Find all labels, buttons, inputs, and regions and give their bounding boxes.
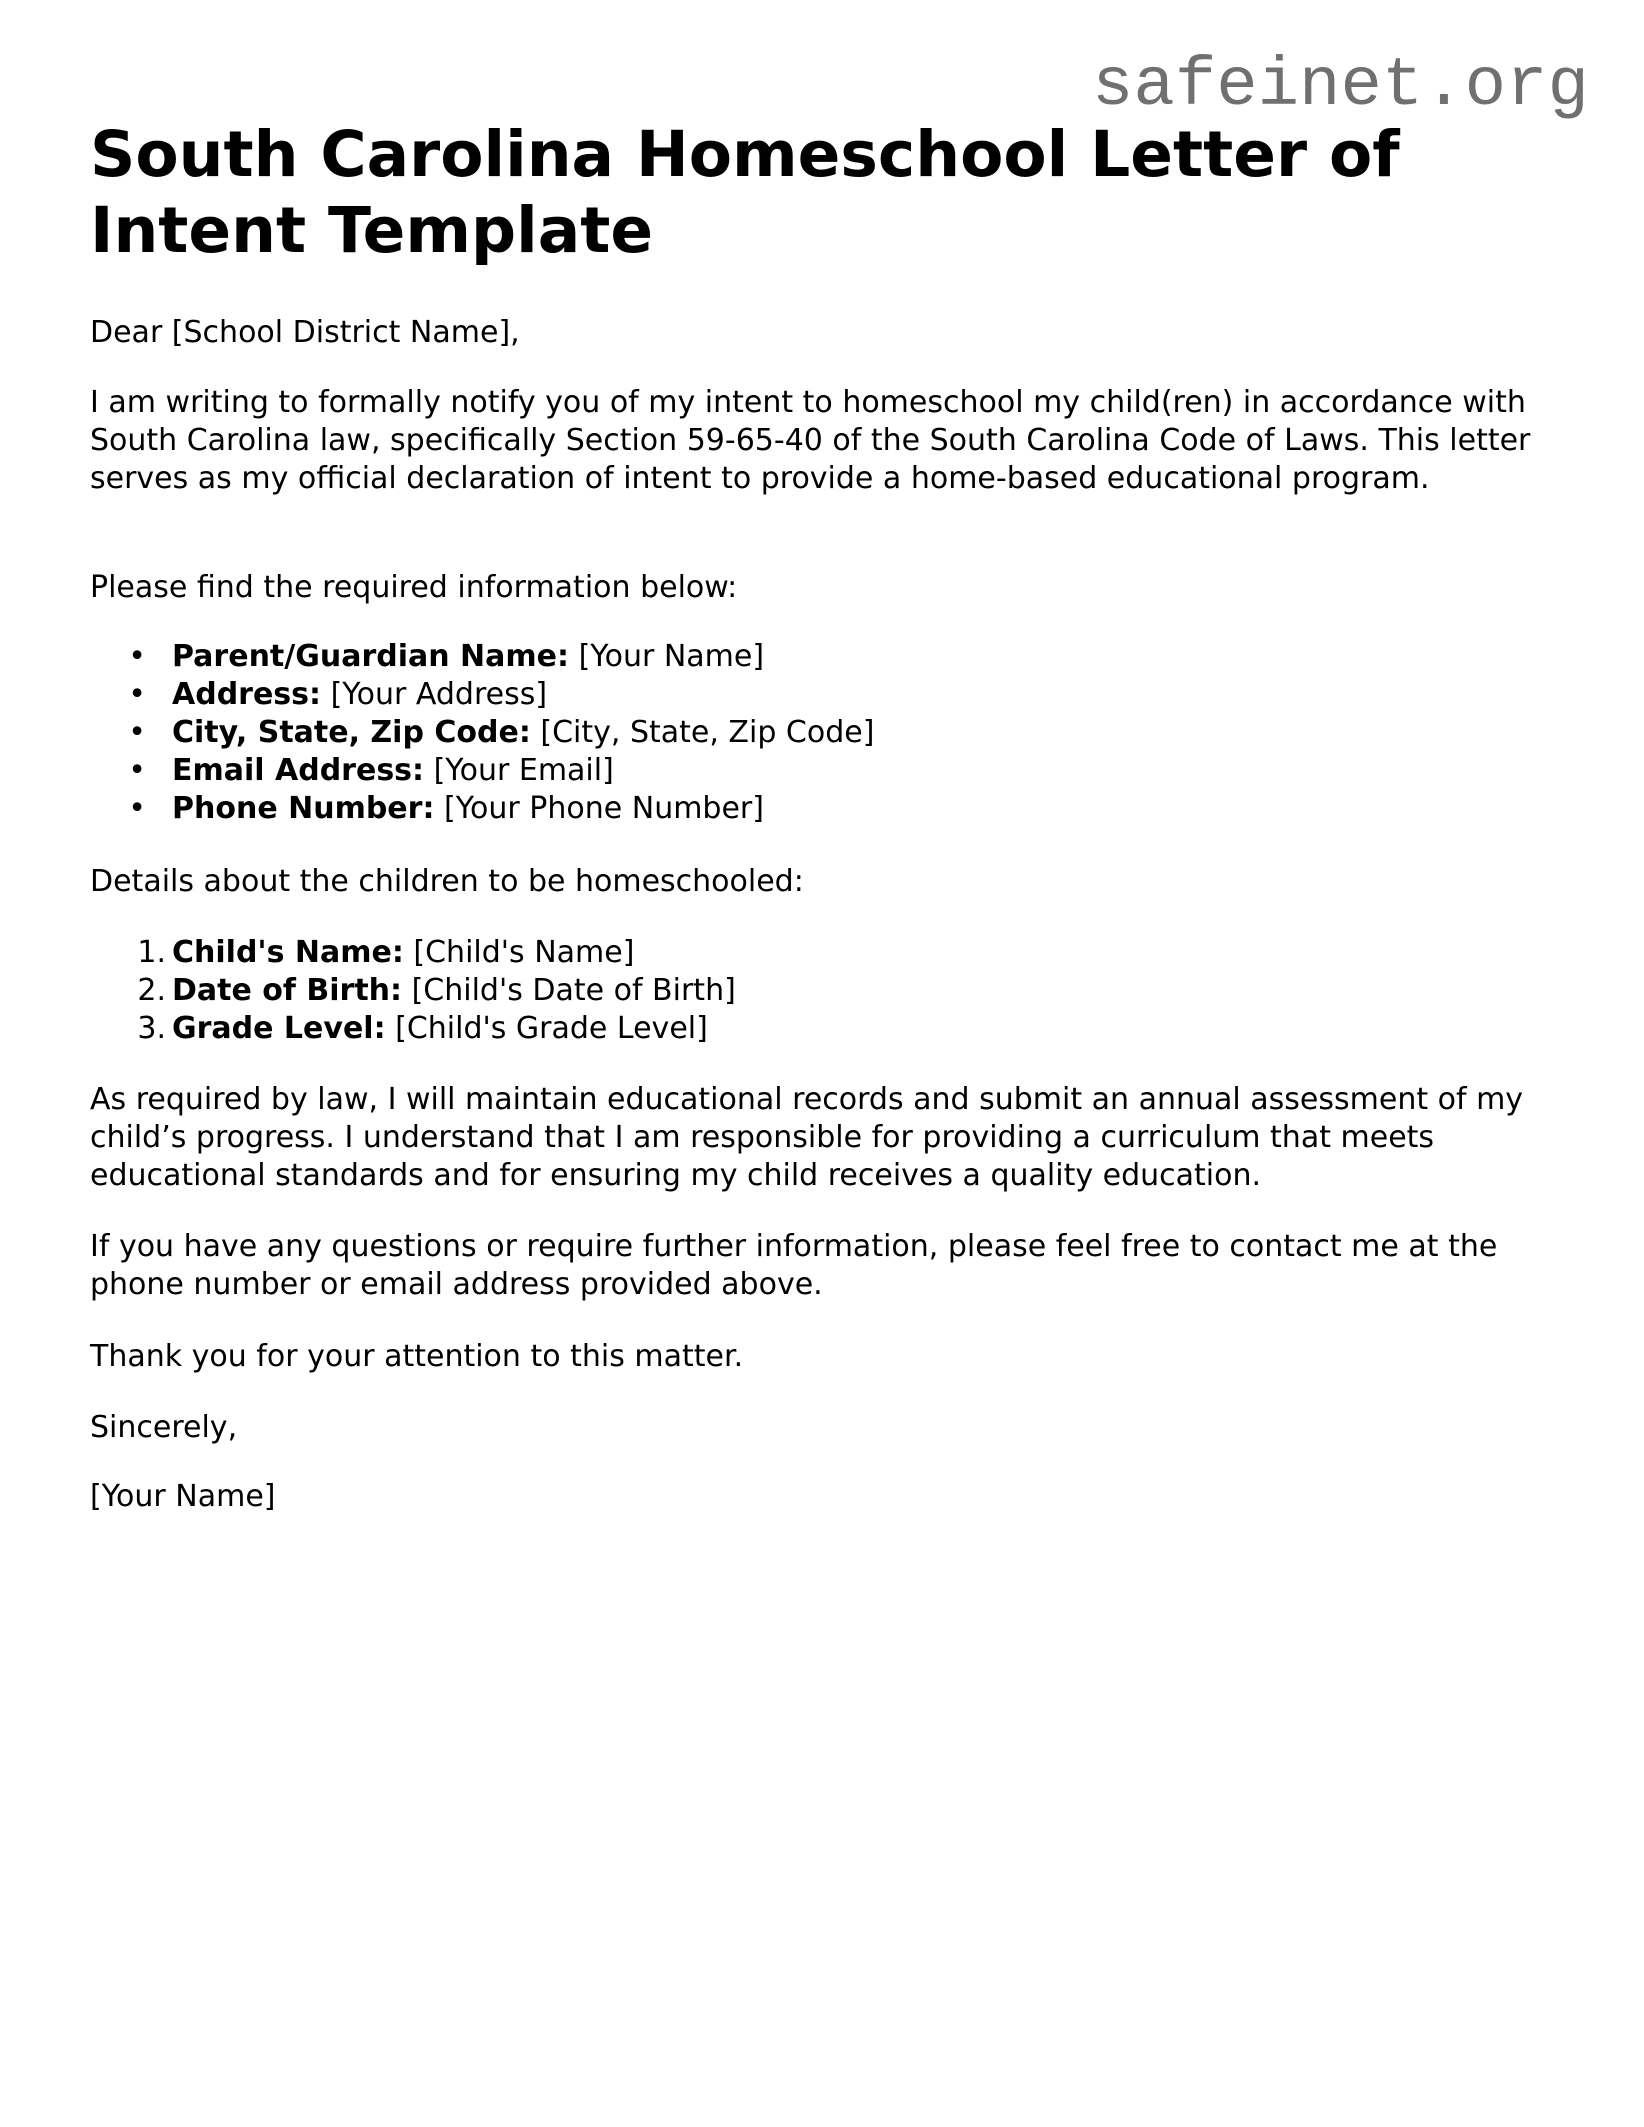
- watermark: safeinet.org: [1092, 47, 1589, 125]
- item-label: Phone Number:: [172, 791, 435, 826]
- item-label: Parent/Guardian Name:: [172, 639, 570, 674]
- item-label: City, State, Zip Code:: [172, 715, 531, 750]
- bullet-icon: •: [128, 753, 146, 788]
- item-value: [Child's Name]: [413, 935, 635, 970]
- bullet-icon: •: [128, 677, 146, 712]
- thanks-line: Thank you for your attention to this matter.: [90, 1339, 744, 1374]
- item-value: [Your Address]: [330, 677, 548, 712]
- list-item: [90, 714, 1554, 752]
- signature-line: [Your Name]: [90, 1479, 276, 1514]
- children-heading: Details about the children to be homeschooled:: [90, 864, 804, 899]
- closing-line: Sincerely,: [90, 1410, 238, 1445]
- list-number: 1.: [137, 935, 166, 970]
- page-title: South Carolina Homeschool Letter of Intent Template: [90, 118, 1400, 267]
- records-paragraph: As required by law, I will maintain educational records and submit an annual assessment of my child’s progress. I understand that I am responsible for providing a curriculum that meets educational standards and for ensuring my child receives a quality education.: [90, 1082, 1524, 1193]
- item-label: Email Address:: [172, 753, 425, 788]
- item-label: Date of Birth:: [172, 973, 403, 1008]
- item-value: [City, State, Zip Code]: [540, 715, 875, 750]
- item-label: Grade Level:: [172, 1011, 386, 1046]
- bullet-icon: •: [128, 639, 146, 674]
- intro-paragraph: I am writing to formally notify you of my intent to homeschool my child(ren) in accordance with South Carolina law, specifically Section 59-65-40 of the South Carolina Code of Laws. This letter serves as my official declaration of intent to provide a home-based educational program.: [90, 385, 1531, 496]
- contact-paragraph: If you have any questions or require further information, please feel free to contact me at the phone number or email address provided above.: [90, 1229, 1498, 1302]
- list-item: [90, 638, 1554, 676]
- item-value: [Child's Date of Birth]: [411, 973, 736, 1008]
- item-value: [Child's Grade Level]: [395, 1011, 708, 1046]
- salutation: Dear [School District Name],: [90, 315, 520, 350]
- children-list: [90, 934, 1554, 1048]
- list-item: [90, 790, 1554, 828]
- list-item: [90, 1010, 1554, 1048]
- bullet-icon: •: [128, 791, 146, 826]
- list-item: [90, 676, 1554, 714]
- list-item: [90, 752, 1554, 790]
- info-list: [90, 638, 1554, 828]
- item-label: Address:: [172, 677, 322, 712]
- list-item: [90, 934, 1554, 972]
- bullet-icon: •: [128, 715, 146, 750]
- info-heading: Please find the required information below:: [90, 570, 738, 605]
- item-value: [Your Phone Number]: [444, 791, 764, 826]
- item-value: [Your Name]: [578, 639, 765, 674]
- list-number: 2.: [137, 973, 166, 1008]
- list-item: [90, 972, 1554, 1010]
- item-value: [Your Email]: [433, 753, 614, 788]
- item-label: Child's Name:: [172, 935, 404, 970]
- list-number: 3.: [137, 1011, 166, 1046]
